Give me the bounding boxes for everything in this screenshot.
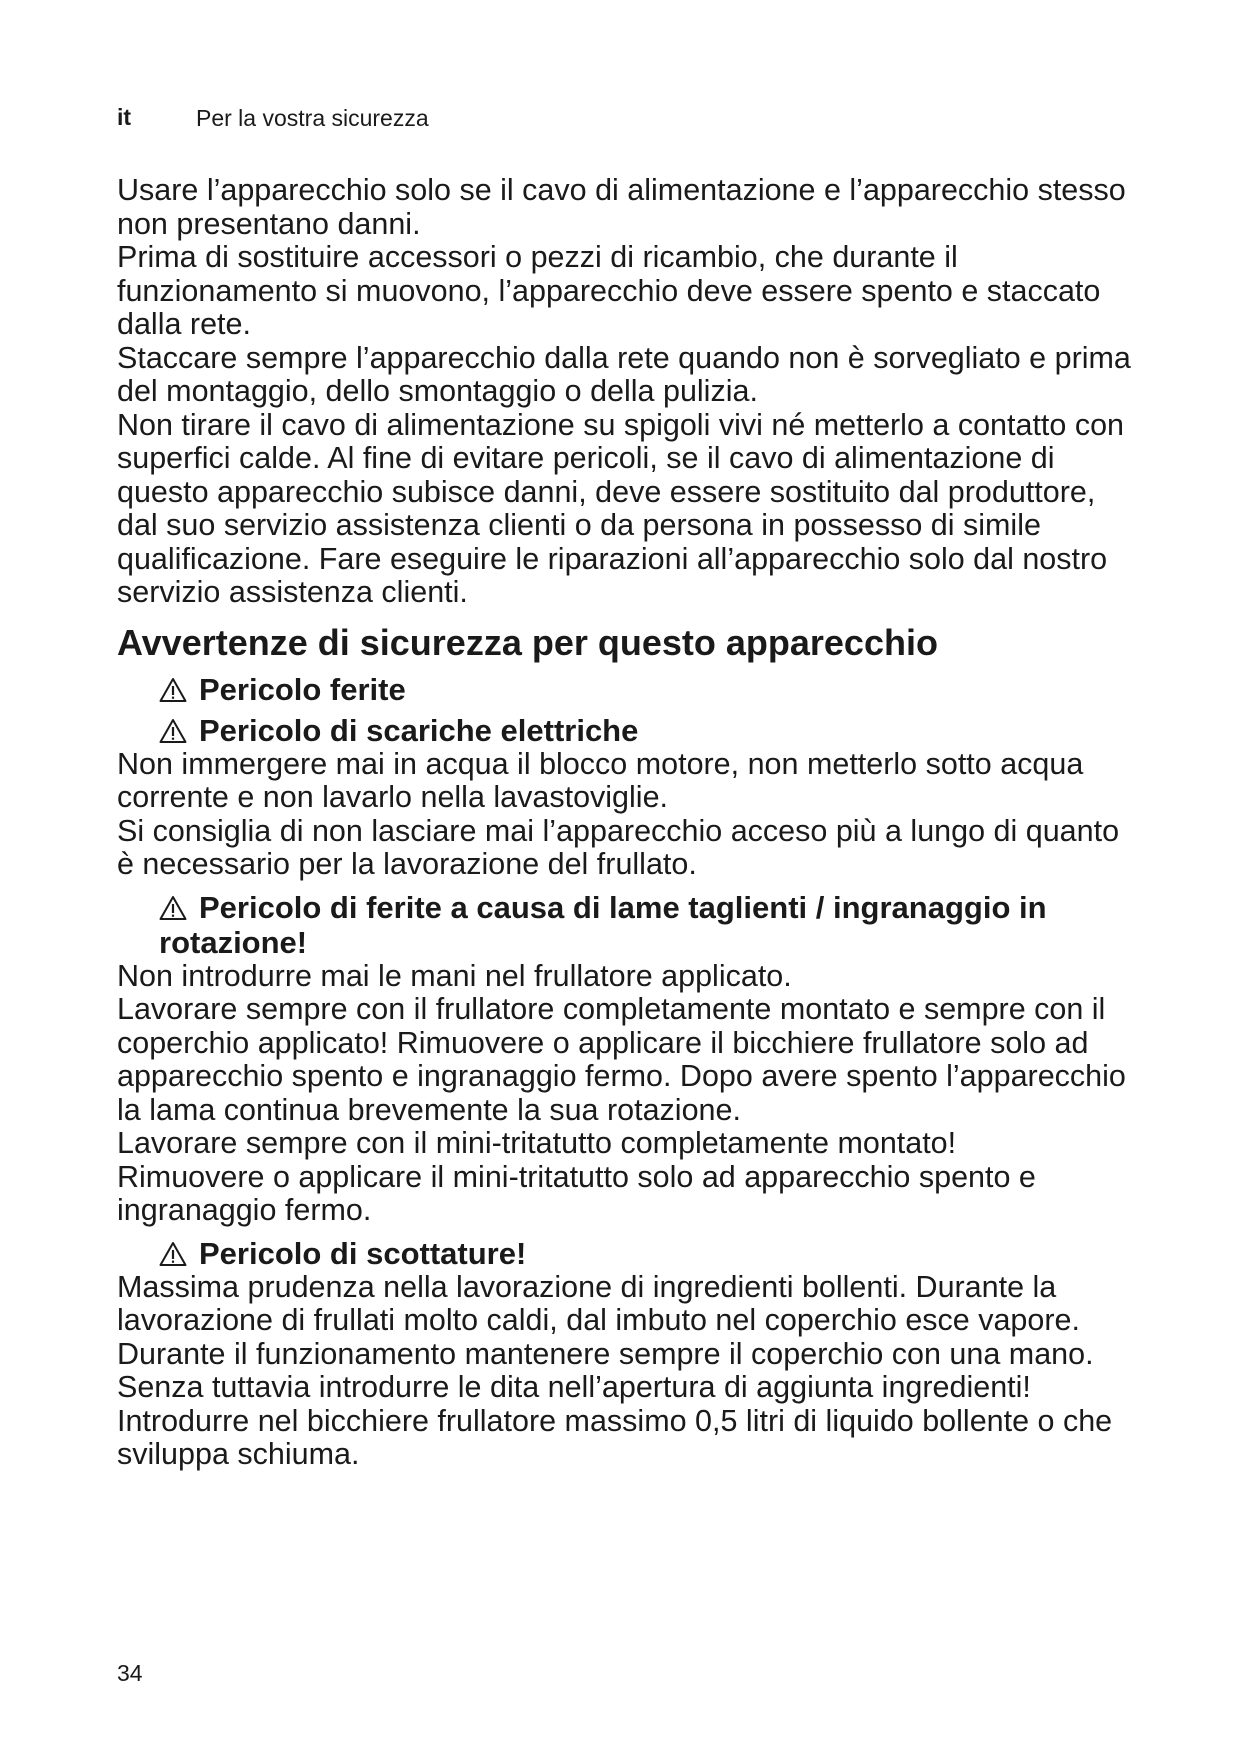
paragraph: Staccare sempre l’apparecchio dalla rete quando non è sorvegliato e prima del montaggio, dello smontaggio o della pulizia.: [117, 340, 1131, 408]
warning-blades: [159, 890, 1137, 960]
warning-injury: [159, 672, 1137, 707]
paragraph: Non immergere mai in acqua il blocco motore, non metterlo sotto acqua corrente e non lavarlo nella lavastoviglie.: [117, 746, 1084, 814]
paragraph: Prima di sostituire accessori o pezzi di ricambio, che durante il funzionamento si muovono, l’apparecchio deve essere spento e staccato dalla rete.: [117, 240, 1101, 341]
warning-triangle-icon: [159, 895, 187, 921]
page-content: [117, 174, 1137, 1472]
warning-triangle-icon: [159, 718, 187, 744]
paragraph: Usare l’apparecchio solo se il cavo di alimentazione e l’apparecchio stesso non presentano danni.: [117, 173, 1126, 241]
warning-burns: [159, 1236, 1137, 1271]
section-heading: Avvertenze di sicurezza per questo apparecchio: [117, 621, 938, 663]
paragraph: Non tirare il cavo di alimentazione su spigoli vivi né metterlo a contatto con superfici calde. Al fine di evitare pericoli, se il cavo di alimentazione di questo apparecchio subisce danni, deve essere sostituito dal produttore, dal suo servizio assistenza clienti o da persona in possesso di simile qualificazione. Fare eseguire le riparazioni all’apparecchio solo dal nostro servizio assistenza clienti.: [117, 407, 1125, 609]
paragraph: Massima prudenza nella lavorazione di ingredienti bollenti. Durante la lavorazione di frullati molto caldi, dal imbuto nel coperchio esce vapore.: [117, 1269, 1080, 1337]
warning-title: Pericolo ferite: [199, 671, 406, 707]
paragraph: Non introdurre mai le mani nel frullatore applicato.: [117, 958, 792, 993]
warning-title: Pericolo di ferite a causa di lame taglienti / ingranaggio in rotazione!: [159, 889, 1047, 960]
warning-title: Pericolo di scariche elettriche: [199, 712, 639, 748]
warning-title: Pericolo di scottature!: [199, 1235, 527, 1271]
warning-electric: [159, 713, 1137, 748]
warning-triangle-icon: [159, 677, 187, 703]
paragraph: Lavorare sempre con il mini-tritatutto completamente montato!: [117, 1126, 957, 1160]
warning-triangle-icon: [159, 1241, 187, 1267]
paragraph: Rimuovere o applicare il mini-tritatutto solo ad apparecchio spento e ingranaggio fermo.: [117, 1159, 1036, 1227]
paragraph: Si consiglia di non lasciare mai l’apparecchio acceso più a lungo di quanto è necessario per la lavorazione del frullato.: [117, 813, 1120, 881]
language-code: it: [117, 104, 132, 130]
paragraph: Introdurre nel bicchiere frullatore massimo 0,5 litri di liquido bollente o che sviluppa schiuma.: [117, 1403, 1113, 1471]
section-title: Per la vostra sicurezza: [196, 105, 429, 131]
page-number: 34: [117, 1660, 143, 1686]
paragraph: Lavorare sempre con il frullatore completamente montato e sempre con il coperchio applicato! Rimuovere o applicare il bicchiere frullatore solo ad apparecchio spento e ingranaggio fermo. Dopo avere spento l’apparecchio la lama continua brevemente la sua rotazione.: [117, 992, 1126, 1127]
paragraph: Durante il funzionamento mantenere sempre il coperchio con una mano. Senza tuttavia introdurre le dita nell’apertura di aggiunta ingredienti!: [117, 1336, 1094, 1404]
